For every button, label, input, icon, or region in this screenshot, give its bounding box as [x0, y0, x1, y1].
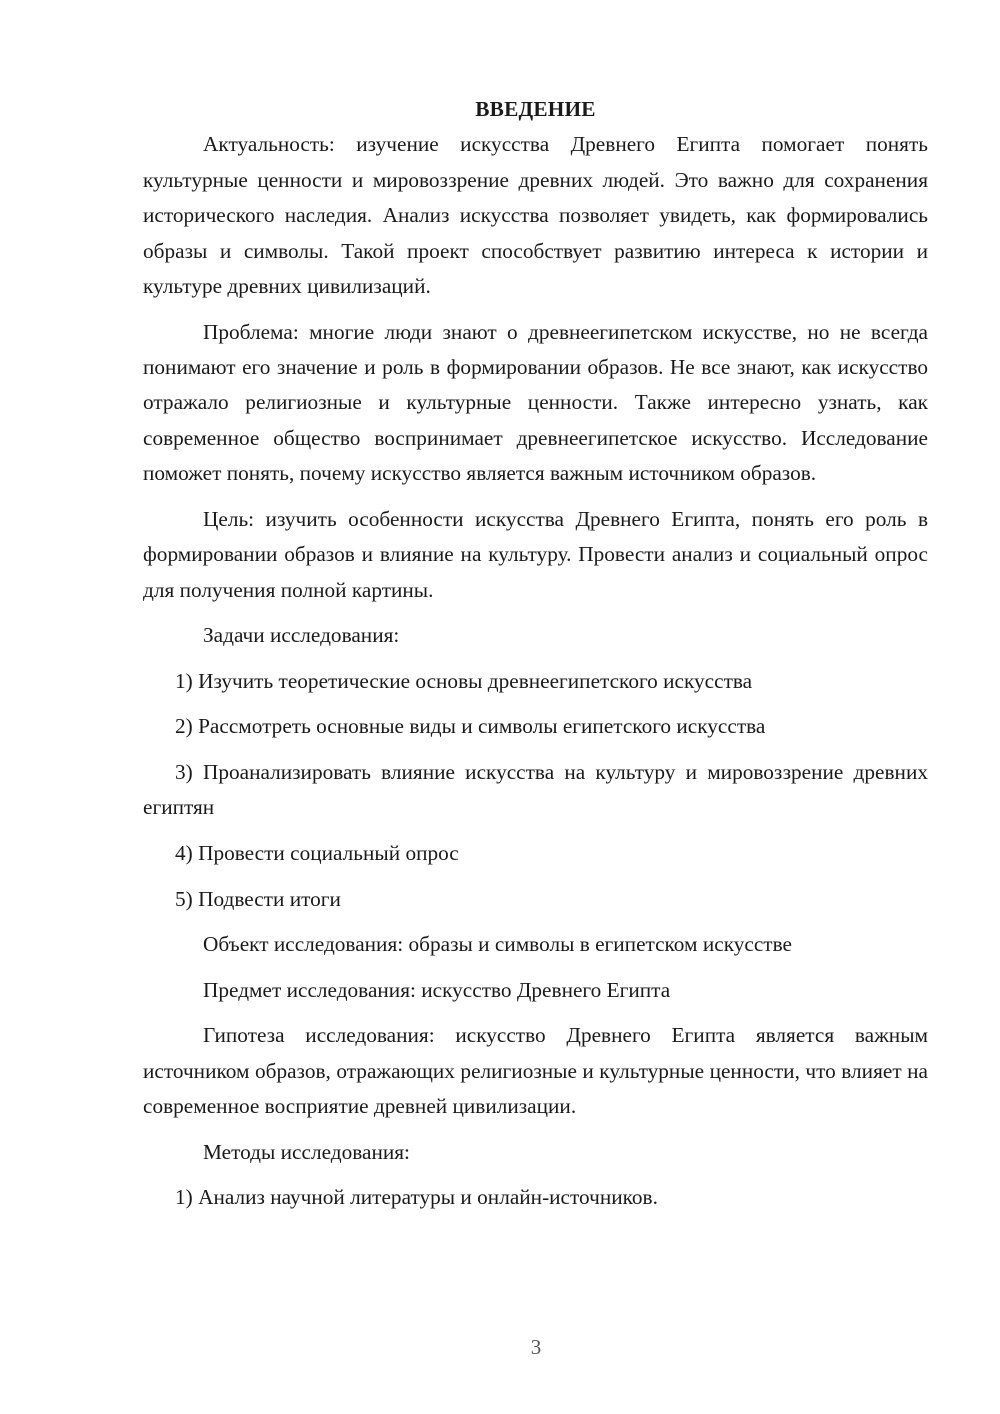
paragraph-tasks-heading: Задачи исследования:	[203, 623, 400, 648]
page-number: 3	[530, 1335, 542, 1359]
list-item-method-1: 1) Анализ научной литературы и онлайн-источников.	[175, 1185, 658, 1210]
paragraph-hypothesis: Гипотеза исследования: искусство Древнего Египта является важным источником образов, отражающих религиозные и культурные ценности, что влияет на современное восприятие древней цивилизации.	[143, 1023, 928, 1119]
list-item-task-5: 5) Подвести итоги	[175, 886, 341, 911]
list-item-task-3: 3) Проанализировать влияние искусства на культуру и мировоззрение древних египтян	[143, 760, 928, 820]
list-item-task-1: 1) Изучить теоретические основы древнеегипетского искусства	[175, 668, 753, 693]
document-page	[143, 92, 928, 1226]
list-item-task-2: 2) Рассмотреть основные виды и символы египетского искусства	[175, 714, 766, 739]
paragraph-subject: Предмет исследования: искусство Древнего Египта	[203, 977, 671, 1002]
paragraph-object: Объект исследования: образы и символы в египетском искусстве	[203, 932, 792, 957]
page-title: ВВЕДЕНИЕ	[475, 97, 596, 121]
paragraph-problem: Проблема: многие люди знают о древнеегипетском искусстве, но не всегда понимают его значение и роль в формировании образов. Не все знают, как искусство отражало религиозные и культурные ценности. Также интересно узнать, как современное общество воспринимает древнеегипетское искусство. Исследование поможет понять, почему искусство является важным источником образов.	[143, 319, 928, 486]
list-item-task-4: 4) Провести социальный опрос	[175, 841, 459, 866]
paragraph-methods-heading: Методы исследования:	[203, 1139, 410, 1164]
paragraph-goal: Цель: изучить особенности искусства Древнего Египта, понять его роль в формировании образов и влияние на культуру. Провести анализ и социальный опрос для получения полной картины.	[143, 506, 928, 602]
paragraph-relevance: Актуальность: изучение искусства Древнего Египта помогает понять культурные ценности и мировоззрение древних людей. Это важно для сохранения исторического наследия. Анализ искусства позволяет увидеть, как формировались образы и символы. Такой проект способствует развитию интереса к истории и культуре древних цивилизаций.	[143, 132, 928, 299]
